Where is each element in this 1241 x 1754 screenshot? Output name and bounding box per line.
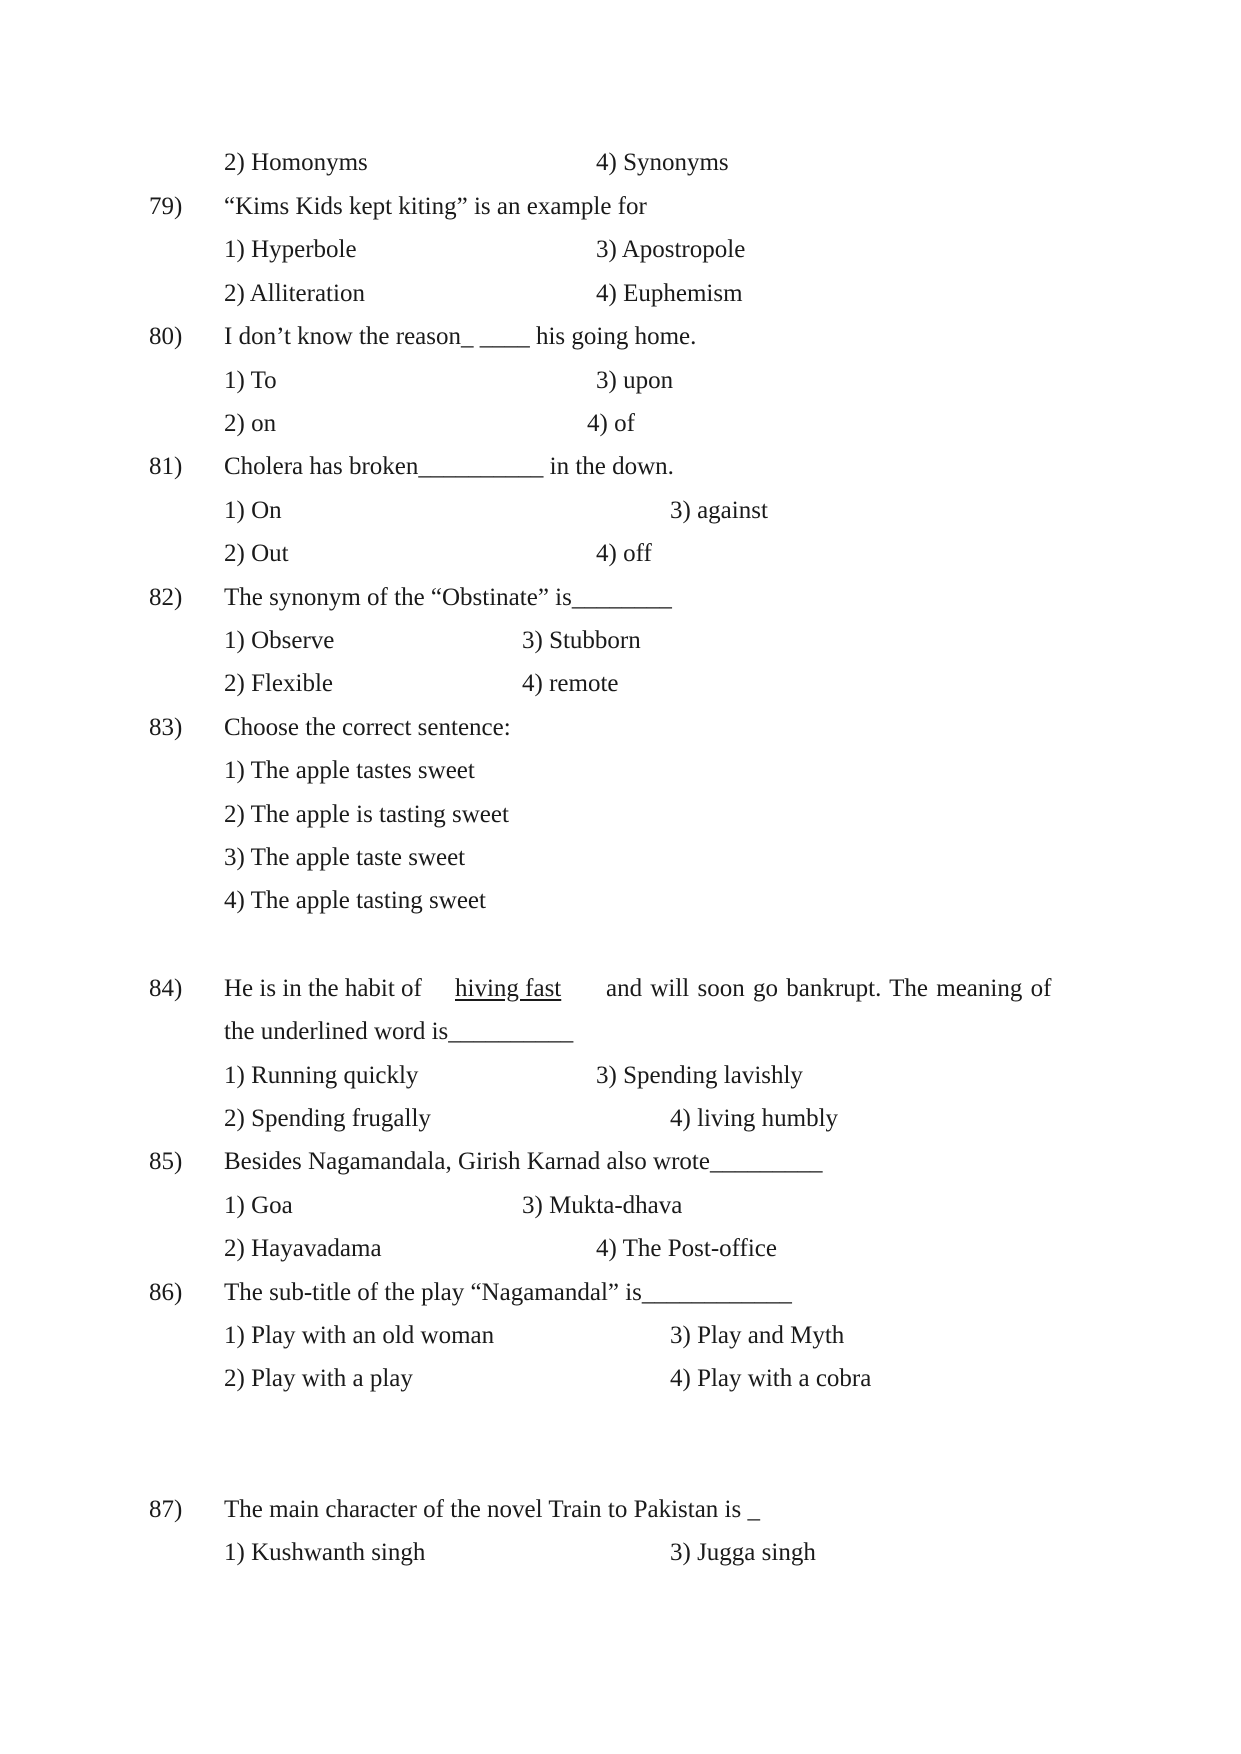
- question-number: 84): [149, 975, 183, 1002]
- option-2: 2) on: [224, 410, 277, 437]
- option-1: 1) Observe: [224, 627, 335, 654]
- question-text: Cholera has broken__________ in the down.: [224, 453, 674, 480]
- question-text-part-2: and will soon go bankrupt. The meaning of: [606, 975, 1052, 1002]
- question-number: 81): [149, 453, 183, 480]
- option-4: 4) The apple tasting sweet: [224, 887, 486, 914]
- option-3: 3) upon: [596, 367, 674, 394]
- option-2: 2) Play with a play: [224, 1365, 413, 1392]
- option-1: 1) Goa: [224, 1192, 293, 1219]
- option-2: 2) Flexible: [224, 670, 334, 697]
- option-2: 2) Alliteration: [224, 280, 365, 307]
- option-4: 4) remote: [522, 670, 619, 697]
- option-4: 4) living humbly: [670, 1105, 839, 1132]
- option-3: 3) Play and Myth: [670, 1322, 845, 1349]
- option-1: 1) Play with an old woman: [224, 1322, 495, 1349]
- option-4: 4) off: [596, 540, 652, 567]
- question-number: 85): [149, 1148, 183, 1175]
- question-text: The main character of the novel Train to Pakistan is _: [224, 1496, 760, 1523]
- option-3: 3) against: [670, 497, 768, 524]
- question-text: Besides Nagamandala, Girish Karnad also wrote_________: [224, 1148, 823, 1175]
- question-text: The sub-title of the play “Nagamandal” is____________: [224, 1279, 792, 1306]
- option-3: 3) Spending lavishly: [596, 1062, 803, 1089]
- question-text: “Kims Kids kept kiting” is an example for: [224, 193, 647, 220]
- question-text: I don’t know the reason_ ____ his going home.: [224, 323, 697, 350]
- question-text: Choose the correct sentence:: [224, 714, 511, 741]
- option-2: 2) Hayavadama: [224, 1235, 382, 1262]
- option-1: 1) On: [224, 497, 282, 524]
- option-1: 1) To: [224, 367, 277, 394]
- option-3: 3) Mukta-dhava: [522, 1192, 683, 1219]
- question-number: 83): [149, 714, 183, 741]
- option-2: 2) The apple is tasting sweet: [224, 801, 509, 828]
- option-1: 1) Running quickly: [224, 1062, 419, 1089]
- option-3: 3) Jugga singh: [670, 1539, 816, 1566]
- option-1: 1) Hyperbole: [224, 236, 357, 263]
- question-text-line-2: the underlined word is__________: [224, 1018, 574, 1045]
- option-4: 4) of: [587, 410, 635, 437]
- option-4: 4) Euphemism: [596, 280, 743, 307]
- option-4: 4) Synonyms: [596, 149, 729, 176]
- question-text-part-1: He is in the habit of: [224, 975, 422, 1002]
- question-text: The synonym of the “Obstinate” is________: [224, 584, 672, 611]
- option-3: 3) Stubborn: [522, 627, 641, 654]
- question-number: 86): [149, 1279, 183, 1306]
- option-4: 4) The Post-office: [596, 1235, 777, 1262]
- option-4: 4) Play with a cobra: [670, 1365, 872, 1392]
- question-number: 82): [149, 584, 183, 611]
- option-3: 3) The apple taste sweet: [224, 844, 466, 871]
- question-number: 87): [149, 1496, 183, 1523]
- option-2: 2) Spending frugally: [224, 1105, 431, 1132]
- option-2: 2) Homonyms: [224, 149, 368, 176]
- option-1: 1) The apple tastes sweet: [224, 757, 475, 784]
- option-2: 2) Out: [224, 540, 289, 567]
- underlined-phrase: hiving fast: [455, 975, 562, 1002]
- question-number: 80): [149, 323, 183, 350]
- question-number: 79): [149, 193, 183, 220]
- option-3: 3) Apostropole: [596, 236, 746, 263]
- option-1: 1) Kushwanth singh: [224, 1539, 426, 1566]
